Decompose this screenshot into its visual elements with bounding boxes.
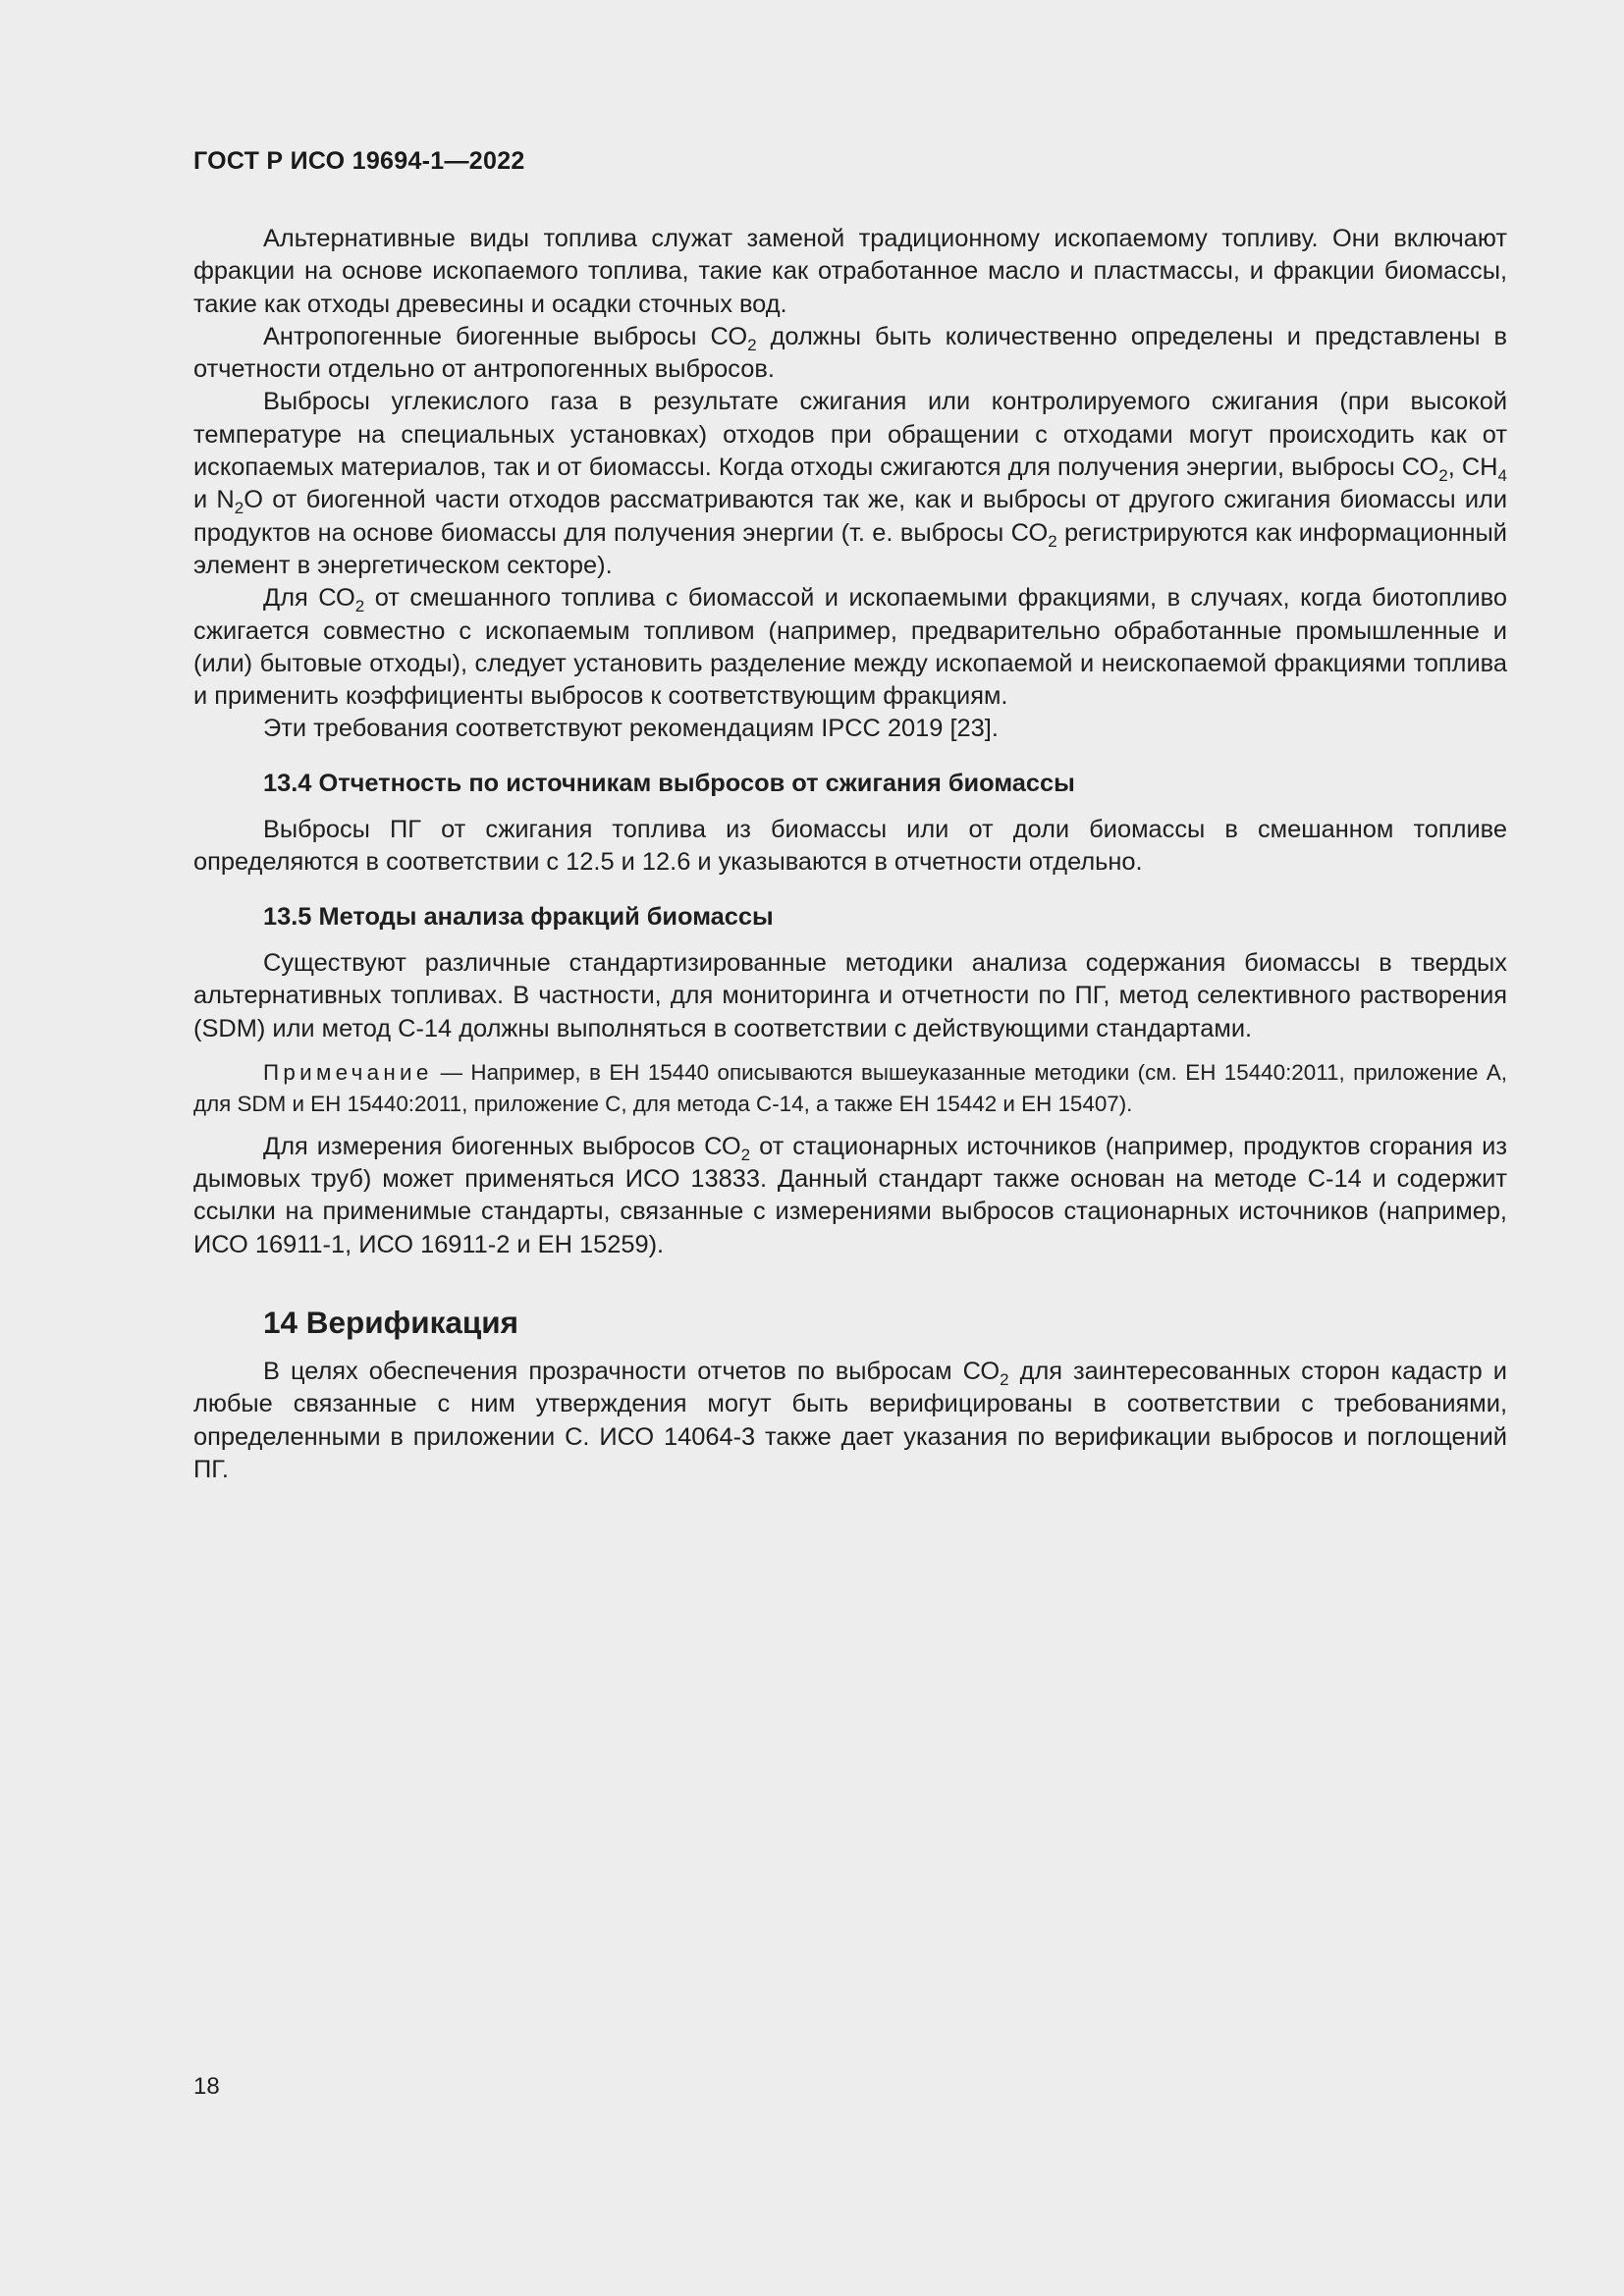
subscript: 2 (354, 597, 365, 616)
subscript: 2 (234, 499, 244, 518)
note-text: — Например, в ЕН 15440 описываются вышеуказанные методики (см. ЕН 15440:2011, приложение А, для SDM и ЕН 15440:2011, приложение С, для метода С-14, а также ЕН 15442 и ЕН 15407). (193, 1059, 1507, 1117)
text-fragment: , СН (1447, 454, 1498, 482)
text-fragment: для заинтересованных сторон кадастр и любые связанные с ним утверждения могут быть верифицированы в соответствии с требованиями, определенными в приложении С. ИСО 14064-3 также дает указания по верификации выбросов и поглощений ПГ. (193, 1358, 1507, 1483)
page-number: 18 (193, 2073, 220, 2100)
paragraph-biogenic-measurement (193, 1131, 1507, 1261)
text-fragment: Для СО (263, 584, 355, 613)
document-header: ГОСТ Р ИСО 19694-1—2022 (193, 147, 525, 175)
section-heading-13-4: 13.4 Отчетность по источникам выбросов от сжигания биомассы (263, 769, 1075, 797)
paragraph-text: Альтернативные виды топлива служат заменой традиционному ископаемому топливу. Они включают фракции на основе ископаемого топлива, такие как отработанное масло и пластмассы, и фракции биомассы, такие как отходы древесины и осадки сточных вод. (193, 225, 1507, 318)
paragraph-13-5 (193, 947, 1507, 1045)
paragraph-alternative-fuels (193, 223, 1507, 321)
document-body (193, 223, 1507, 1486)
paragraph-waste-combustion (193, 386, 1507, 582)
text-fragment: Выбросы углекислого газа в результате сжигания или контролируемого сжигания (при высокой температуре на специальных установках) отходов при обращении с отходами могут происходить как от ископаемых материалов, так и от биомассы. Когда отходы сжигаются для получения энергии, выбросы СО (193, 388, 1507, 482)
subscript: 2 (1000, 1370, 1009, 1390)
text-fragment: В целях обеспечения прозрачности отчетов по выбросам СО (263, 1358, 1001, 1386)
note-label: Примечание (263, 1059, 433, 1085)
subscript: 2 (1438, 466, 1448, 486)
text-fragment: Антропогенные биогенные выбросы СО (263, 322, 748, 350)
text-fragment: O от биогенной части отходов рассматриваются так же, как и выбросы от другого сжигания биомассы или продуктов на основе биомассы для получения энергии (т. е. выбросы СО (193, 486, 1508, 547)
note (193, 1057, 1507, 1121)
text-fragment: от смешанного топлива с биомассой и ископаемыми фракциями, в случаях, когда биотопливо сжигается совместно с ископаемым топливом (например, предварительно обработанные промышленные и (или) бытовые отходы), следует установить разделение между ископаемой и неископаемой фракциями топлива и применить коэффициенты выбросов к соответствующим фракциям. (193, 584, 1507, 711)
text-fragment: регистрируются как информационный элемент в энергетическом секторе). (193, 518, 1507, 579)
text-fragment: Для измерения биогенных выбросов СО (263, 1132, 741, 1160)
subscript: 2 (740, 1145, 751, 1164)
text-fragment: от стационарных источников (например, продуктов сгорания из дымовых труб) может применяться ИСО 13833. Данный стандарт также основан на методе С-14 и содержит ссылки на применимые стандарты, связанные с измерениями выбросов стационарных источников (например, ИСО 16911-1, ИСО 16911-2 и ЕН 15259). (193, 1132, 1507, 1258)
paragraph-ipcc (193, 713, 1507, 745)
paragraph-text: Существуют различные стандартизированные методики анализа содержания биомассы в твердых альтернативных топливах. В частности, для мониторинга и отчетности по ПГ, метод селективного растворения (SDM) или метод С-14 должны выполняться в соответствии с действующими стандартами. (193, 948, 1507, 1042)
text-fragment: должны быть количественно определены и представлены в отчетности отдельно от антропогенных выбросов. (193, 322, 1507, 384)
paragraph-biogenic-emissions (193, 321, 1507, 387)
section-heading-14: 14 Верификация (263, 1305, 518, 1341)
text-fragment: и N (193, 486, 235, 514)
paragraph-mixed-fuel (193, 582, 1507, 713)
paragraph-text: Выбросы ПГ от сжигания топлива из биомассы или от доли биомассы в смешанном топливе определяются в соответствии с 12.5 и 12.6 и указываются в отчетности отдельно. (193, 816, 1507, 877)
paragraph-text: Эти требования соответствуют рекомендациям IPCC 2019 [23]. (263, 715, 999, 743)
paragraph-13-4 (193, 814, 1507, 880)
paragraph-14 (193, 1356, 1507, 1486)
subscript: 4 (1497, 466, 1507, 486)
subscript: 2 (1048, 531, 1057, 551)
section-heading-13-5: 13.5 Методы анализа фракций биомассы (263, 902, 774, 931)
subscript: 2 (747, 335, 757, 354)
